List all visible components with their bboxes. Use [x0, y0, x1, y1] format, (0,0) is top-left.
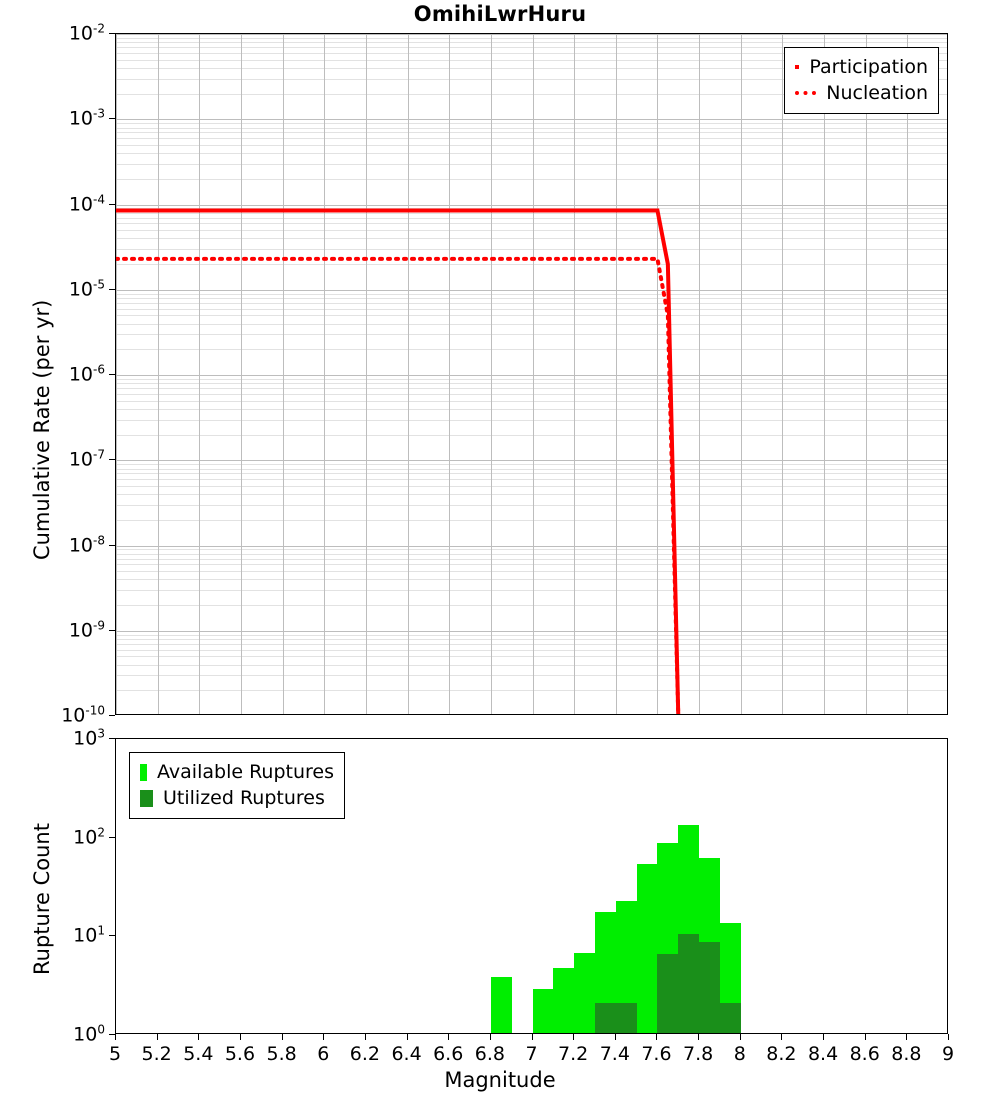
y-tick-mark	[109, 289, 115, 290]
x-tick-label: 7.8	[682, 1043, 714, 1065]
y-tick-label: $10^{-6}$	[68, 362, 105, 386]
y-tick-mark	[109, 630, 115, 631]
rupture-count-legend	[129, 752, 345, 819]
x-tick-label: 6.2	[349, 1043, 380, 1065]
x-tick-label: 9	[941, 1043, 955, 1065]
y-tick-label: $10^1$	[73, 923, 105, 947]
x-tick-label: 8.2	[766, 1043, 797, 1065]
x-tick-mark	[407, 1034, 408, 1040]
legend-label-nucleation: Nucleation	[826, 82, 928, 104]
x-tick-mark	[948, 1034, 949, 1040]
x-tick-label: 5	[108, 1043, 122, 1065]
x-tick-mark	[532, 1034, 533, 1040]
legend-item-utilized-ruptures	[140, 785, 334, 811]
x-tick-mark	[240, 1034, 241, 1040]
x-tick-mark	[157, 1034, 158, 1040]
legend-item-nucleation	[795, 80, 928, 106]
y-tick-mark	[109, 118, 115, 119]
curve-participation	[116, 211, 678, 715]
legend-label-participation: Participation	[809, 56, 928, 78]
y-tick-mark	[109, 738, 115, 739]
x-tick-label: 7.2	[558, 1043, 589, 1065]
y-tick-label: $10^{-4}$	[68, 191, 105, 216]
rate-curves	[116, 34, 948, 715]
y-tick-label: $10^{-10}$	[61, 703, 105, 727]
y-tick-mark	[109, 545, 115, 546]
y-tick-label: $10^3$	[73, 726, 105, 750]
rate-plot-panel	[115, 33, 948, 715]
y-tick-mark	[109, 935, 115, 936]
y-tick-mark	[109, 33, 115, 34]
x-tick-mark	[698, 1034, 699, 1040]
y-tick-label: $10^{-5}$	[68, 277, 105, 301]
x-tick-mark	[781, 1034, 782, 1040]
y-tick-label: $10^{-2}$	[68, 21, 105, 45]
x-tick-mark	[490, 1034, 491, 1040]
nucleation-line-swatch	[795, 91, 816, 95]
x-tick-label: 6.8	[474, 1043, 505, 1065]
x-tick-mark	[198, 1034, 199, 1040]
bar-utilized	[616, 1003, 637, 1033]
x-tick-label: 5.6	[224, 1043, 256, 1065]
rupture-count-y-label: Rupture Count	[30, 823, 54, 975]
y-tick-mark	[109, 459, 115, 460]
x-tick-label: 8.4	[807, 1043, 839, 1065]
y-tick-label: $10^{-3}$	[68, 106, 105, 130]
bar-available	[491, 977, 512, 1033]
y-tick-label: $10^{-9}$	[68, 618, 105, 642]
x-tick-label: 5.4	[183, 1043, 214, 1065]
utilized-ruptures-swatch	[140, 790, 153, 807]
x-tick-label: 8.8	[891, 1043, 922, 1065]
x-tick-mark	[906, 1034, 907, 1040]
bar-available	[533, 989, 554, 1033]
x-tick-mark	[365, 1034, 366, 1040]
page-title: OmihiLwrHuru	[413, 2, 587, 26]
legend-item-participation	[795, 54, 928, 80]
x-tick-mark	[115, 1034, 116, 1040]
participation-line-swatch	[795, 65, 799, 69]
bar-utilized	[699, 942, 720, 1033]
x-tick-label: 7.6	[641, 1043, 672, 1065]
legend-label-available-ruptures: Available Ruptures	[157, 761, 334, 783]
x-tick-label: 8	[733, 1043, 746, 1065]
x-tick-label: 7.4	[599, 1043, 630, 1065]
bar-utilized	[595, 1003, 616, 1033]
curve-nucleation	[116, 259, 678, 715]
bar-utilized	[678, 934, 699, 1033]
x-tick-mark	[823, 1034, 824, 1040]
magnitude-x-label: Magnitude	[444, 1068, 556, 1092]
x-tick-mark	[615, 1034, 616, 1040]
y-tick-label: $10^2$	[73, 824, 105, 849]
rate-plot-legend	[784, 47, 939, 114]
y-tick-label: $10^0$	[73, 1022, 105, 1046]
x-tick-label: 5.2	[141, 1043, 172, 1065]
x-tick-mark	[865, 1034, 866, 1040]
x-tick-mark	[448, 1034, 449, 1040]
x-tick-mark	[740, 1034, 741, 1040]
x-tick-label: 6.4	[391, 1043, 422, 1065]
y-tick-mark	[109, 374, 115, 375]
bar-utilized	[657, 954, 678, 1033]
x-tick-label: 5.8	[266, 1043, 297, 1065]
x-tick-mark	[656, 1034, 657, 1040]
bar-available	[637, 864, 658, 1033]
bar-available	[553, 968, 574, 1033]
bar-available	[574, 953, 595, 1033]
x-tick-mark	[282, 1034, 283, 1040]
x-tick-mark	[323, 1034, 324, 1040]
x-tick-label: 8.6	[849, 1043, 880, 1065]
rate-plot-y-label: Cumulative Rate (per yr)	[30, 299, 54, 560]
y-tick-label: $10^{-7}$	[68, 447, 105, 471]
bar-utilized	[720, 1003, 741, 1033]
x-tick-label: 6	[317, 1043, 330, 1065]
x-tick-mark	[573, 1034, 574, 1040]
y-tick-mark	[109, 204, 115, 205]
y-tick-mark	[109, 837, 115, 838]
y-tick-label: $10^{-8}$	[68, 532, 105, 557]
available-ruptures-swatch	[140, 764, 147, 781]
legend-label-utilized-ruptures: Utilized Ruptures	[163, 787, 325, 809]
x-tick-label: 7	[525, 1043, 538, 1065]
x-tick-label: 6.6	[433, 1043, 464, 1065]
y-tick-mark	[109, 715, 115, 716]
legend-item-available-ruptures	[140, 759, 334, 785]
